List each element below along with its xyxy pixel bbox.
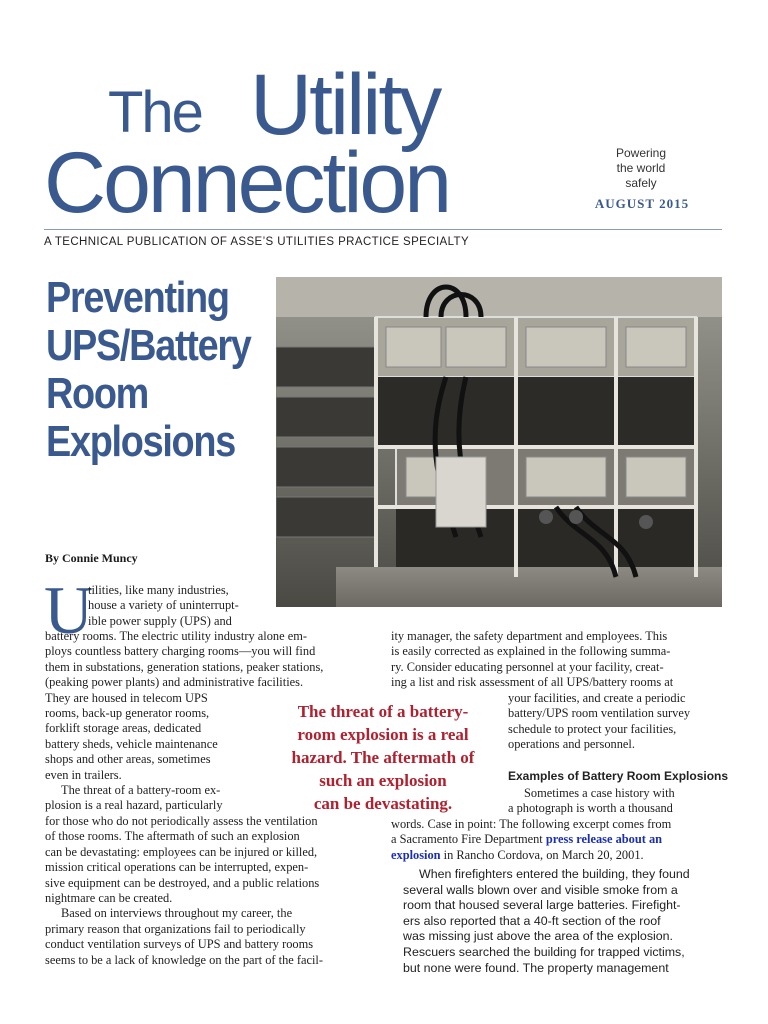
- headline-line: Preventing: [46, 273, 229, 322]
- quote-line: When firefighters entered the building, they found: [419, 867, 690, 881]
- headline-line: Room: [46, 369, 149, 418]
- quote-line: ers also reported that a 40-ft section of the roof: [403, 913, 661, 928]
- publication-subhead: A TECHNICAL PUBLICATION OF ASSE’S UTILITIES PRACTICE SPECIALTY: [44, 236, 470, 248]
- body-text: a Sacramento Fire Department: [391, 832, 546, 847]
- quote-line: Rescuers searched the building for trapped victims,: [403, 944, 685, 959]
- tagline-line: the world: [616, 161, 666, 175]
- battery-room-photo: [276, 277, 722, 607]
- headline-line: Explosions: [46, 417, 235, 466]
- body-line: mission critical operations can be interrupted, expen-: [45, 860, 309, 875]
- body-line: ry. Consider educating personnel at your facility, creat-: [391, 659, 664, 674]
- body-line: even in trailers.: [45, 767, 122, 782]
- body-column-1-intro: [88, 583, 239, 629]
- masthead-utility: Utility: [250, 57, 440, 153]
- body-line: them in substations, generation stations, peaker stations,: [45, 659, 324, 674]
- body-line: sive equipment can be destroyed, and a public relations: [45, 875, 320, 890]
- body-line: forklift storage areas, dedicated: [45, 721, 202, 736]
- tagline: [596, 146, 686, 191]
- section-body-wrap: [508, 786, 675, 817]
- quote-line: room that housed several large batteries. Firefight-: [403, 898, 681, 913]
- body-line: rooms, back-up generator rooms,: [45, 706, 210, 721]
- section-heading: Examples of Battery Room Explosions: [508, 769, 729, 783]
- body-line: house a variety of uninterrupt-: [88, 598, 239, 613]
- headline-line: UPS/Battery: [46, 321, 251, 370]
- body-line: schedule to protect your facilities,: [508, 721, 677, 736]
- quote-line: was missing just above the area of the explosion.: [403, 929, 673, 944]
- body-line: shops and other areas, sometimes: [45, 752, 211, 767]
- body-line: seems to be a lack of knowledge on the part of the facil-: [45, 952, 323, 967]
- body-line: battery sheds, vehicle maintenance: [45, 736, 218, 751]
- body-line: battery/UPS room ventilation survey: [508, 706, 691, 721]
- masthead-connection: Connection: [44, 135, 450, 231]
- body-text: in Rancho Cordova, on March 20, 2001.: [440, 847, 644, 862]
- pull-quote-line: The threat of a battery-: [297, 702, 469, 721]
- body-line: (peaking power plants) and administrative facilities.: [45, 675, 304, 690]
- quote-line: but none were found. The property management: [403, 960, 669, 975]
- body-line: nightmare can be created.: [45, 890, 173, 905]
- pull-quote-line: hazard. The aftermath of: [291, 748, 475, 767]
- pull-quote-line: can be devastating.: [313, 794, 453, 813]
- body-line: of those rooms. The aftermath of such an explosion: [45, 829, 300, 844]
- article-headline: [46, 273, 251, 466]
- pull-quote: [276, 700, 490, 815]
- body-line: Based on interviews throughout my career, the: [61, 906, 293, 921]
- body-line: [391, 848, 671, 863]
- body-line: is easily corrected as explained in the following summa-: [391, 644, 671, 659]
- body-line: operations and personnel.: [508, 737, 635, 752]
- body-line: ity manager, the safety department and employees. This: [391, 629, 668, 643]
- body-column-2-top: [391, 629, 673, 691]
- pull-quote-line: room explosion is a real: [297, 725, 469, 744]
- body-line: can be devastating: employees can be injured or killed,: [45, 844, 318, 859]
- body-line: Sometimes a case history with: [524, 786, 675, 800]
- quote-line: several walls blown over and visible smoke from a: [403, 882, 678, 897]
- tagline-line: safely: [625, 176, 657, 190]
- issue-date: AUGUST 2015: [594, 196, 690, 211]
- body-line: for those who do not periodically assess the ventilation: [45, 813, 318, 828]
- body-column-2-wrap: [508, 691, 690, 753]
- body-line: conduct ventilation surveys of UPS and battery rooms: [45, 937, 314, 952]
- masthead-divider: [44, 229, 722, 230]
- body-line: plosion is a real hazard, particularly: [45, 798, 223, 813]
- pull-quote-line: such an explosion: [319, 771, 447, 790]
- masthead-the: The: [108, 80, 202, 145]
- body-line: [391, 832, 671, 847]
- body-line: a photograph is worth a thousand: [508, 801, 673, 816]
- body-line: your facilities, and create a periodic: [508, 691, 686, 705]
- body-line: ible power supply (UPS) and: [88, 613, 232, 628]
- body-line: They are housed in telecom UPS: [45, 690, 208, 705]
- tagline-line: Powering: [615, 146, 667, 160]
- body-line: The threat of a battery-room ex-: [61, 783, 221, 798]
- body-line: ing a list and risk assessment of all UPS/battery rooms at: [391, 675, 674, 690]
- press-release-link-cont[interactable]: explosion: [391, 847, 441, 862]
- body-line: ploys countless battery charging rooms—you will find: [45, 644, 316, 659]
- block-quote: [403, 867, 690, 976]
- body-line: primary reason that organizations fail to periodically: [45, 921, 306, 936]
- drop-cap: U: [44, 572, 94, 648]
- byline: By Connie Muncy: [45, 551, 138, 565]
- press-release-link[interactable]: press release about an: [545, 832, 663, 847]
- body-line: tilities, like many industries,: [88, 583, 229, 597]
- body-line: words. Case in point: The following excerpt comes from: [391, 817, 672, 831]
- section-body: [391, 817, 671, 863]
- body-line: battery rooms. The electric utility industry alone em-: [45, 629, 307, 643]
